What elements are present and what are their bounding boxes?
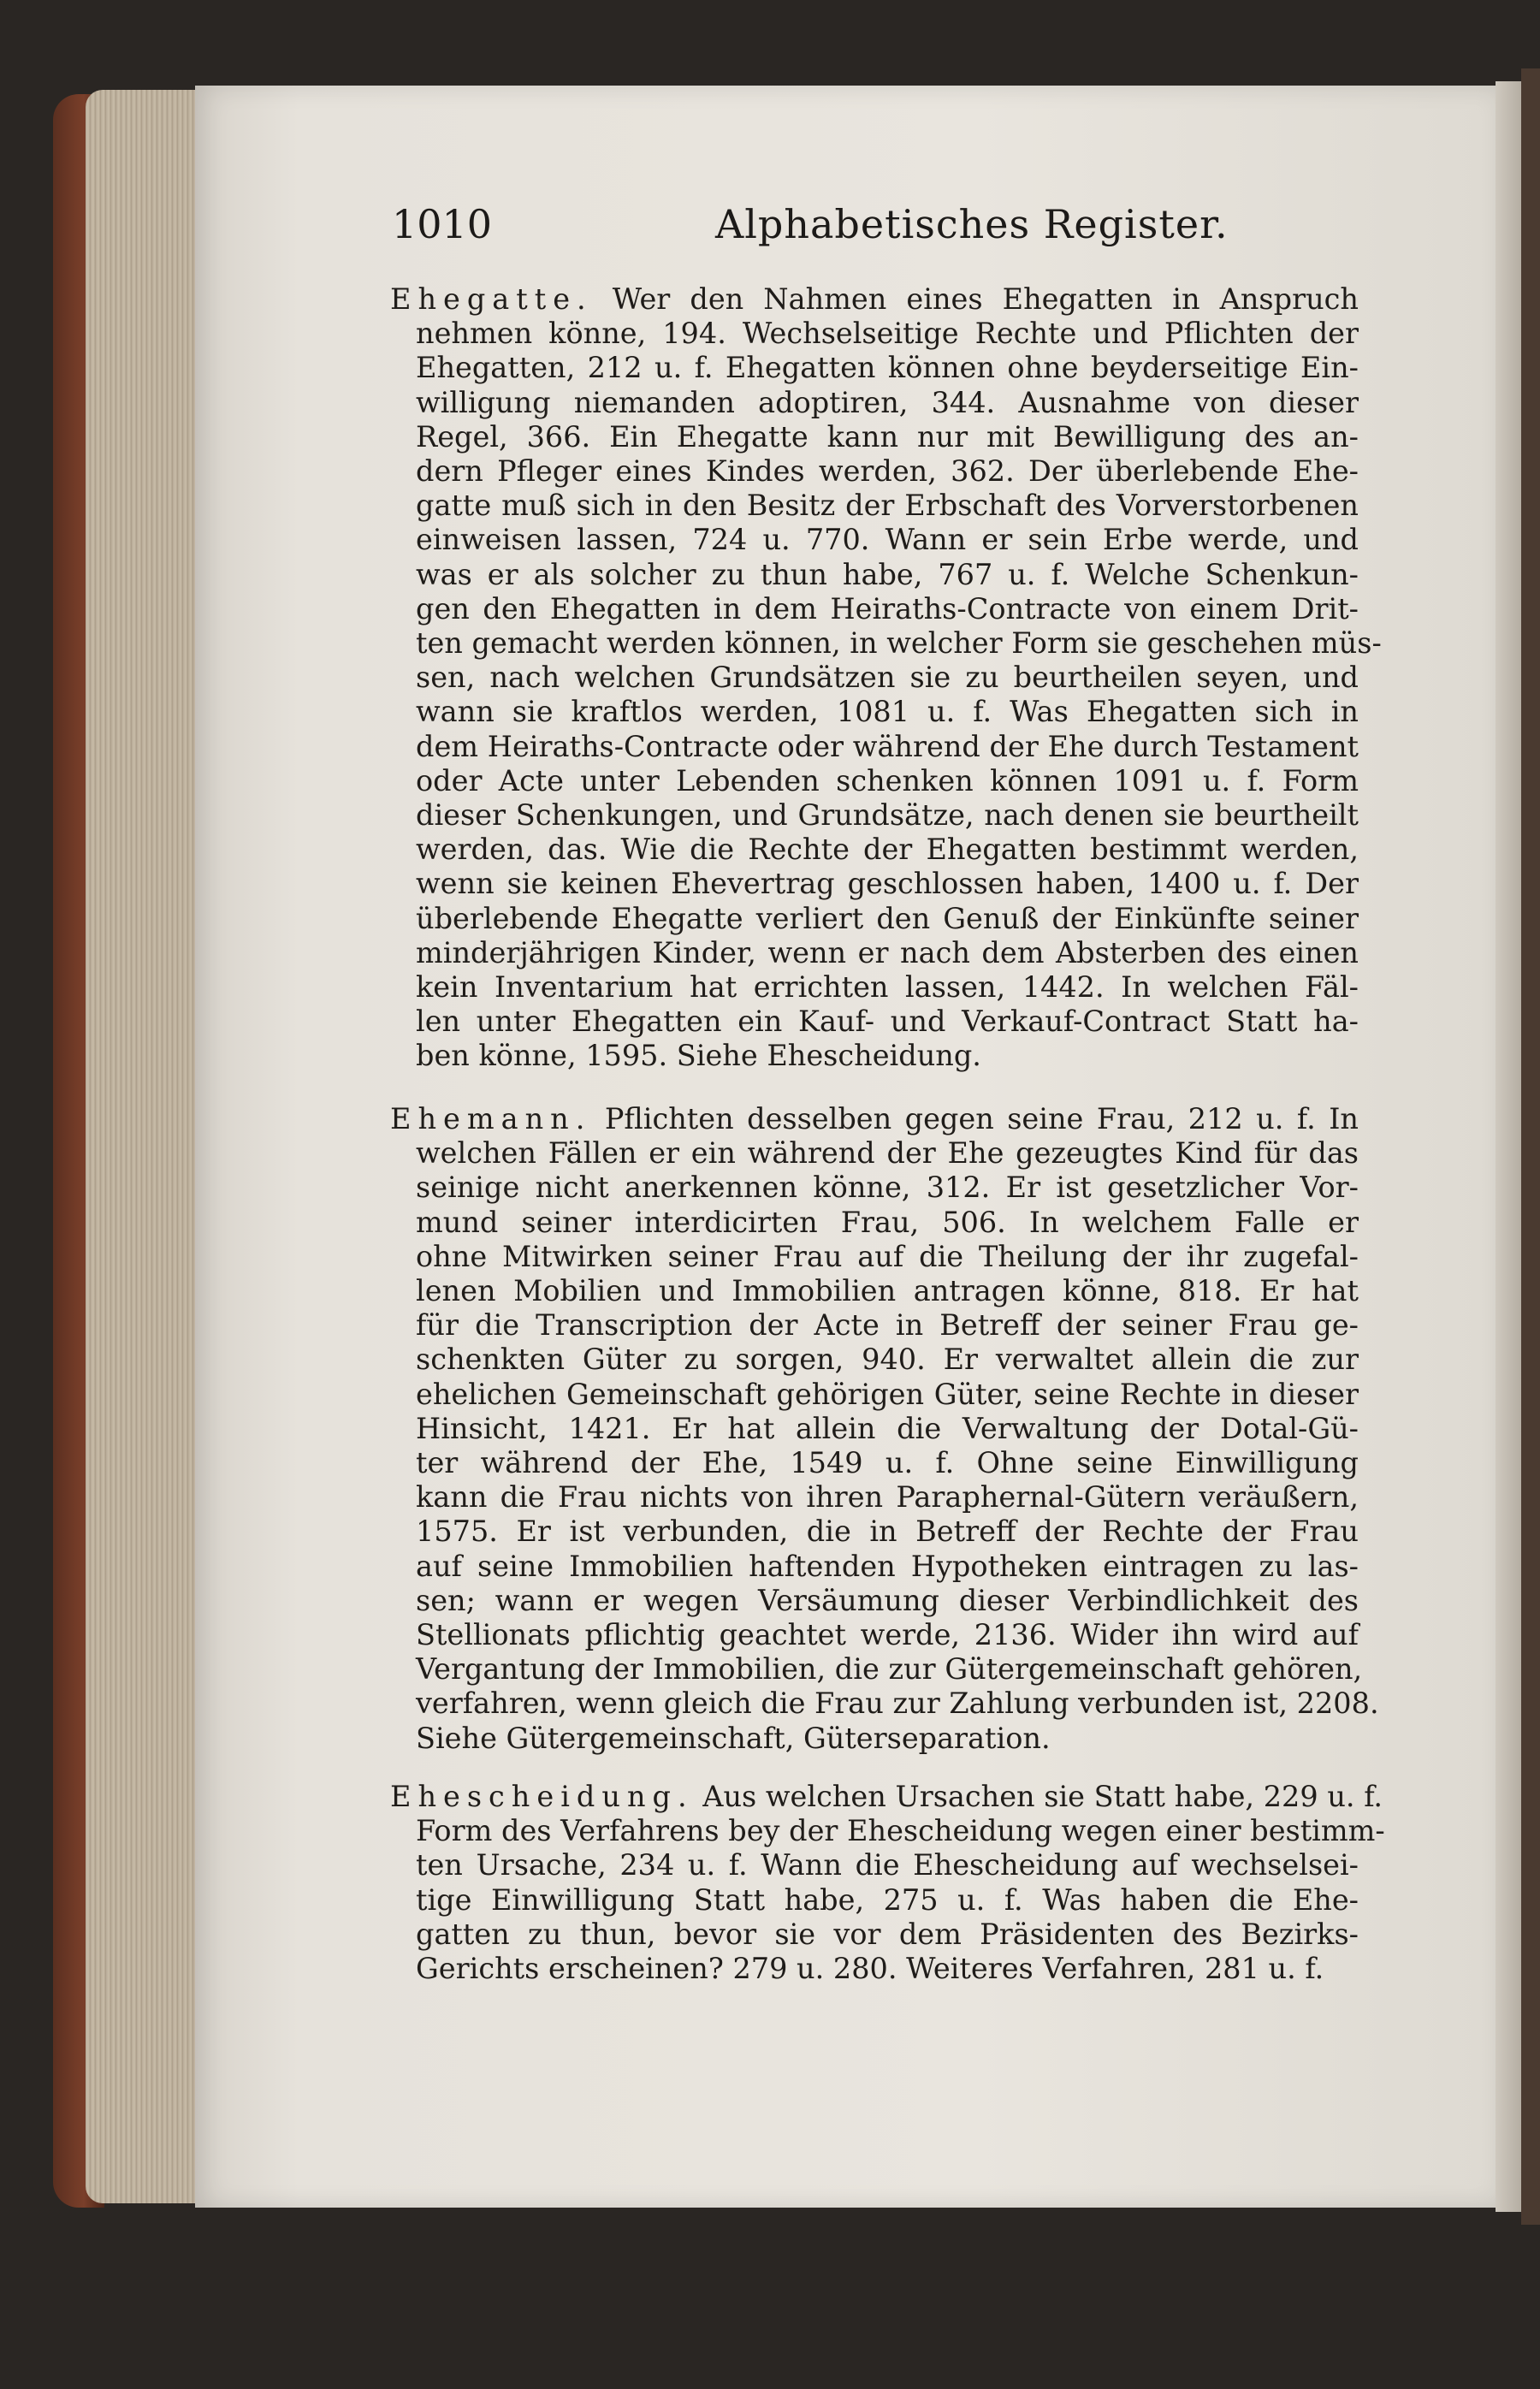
entry-line-text: Aus welchen Ursachen sie Statt habe, 229 u. f. [693, 1780, 1383, 1813]
entry-line [390, 420, 1359, 454]
entry-line-text: len unter Ehegatten ein Kauf- und Verkauf-Contract Statt ha- [416, 1005, 1359, 1039]
entry-line-text: Siehe Gütergemeinschaft, Güterseparation. [416, 1721, 1051, 1755]
entry-line [390, 1274, 1359, 1308]
entry-line [390, 1687, 1379, 1721]
entry-line-text: überlebende Ehegatte verliert den Genuß der Einkünfte seiner [416, 901, 1359, 935]
entry-line [390, 695, 1359, 729]
entry-line-text: sen, nach welchen Grundsätzen sie zu beurtheilen seyen, und [416, 661, 1359, 695]
entry-line-text: ten Ursache, 234 u. f. Wann die Ehescheidung auf wechselsei- [416, 1848, 1359, 1882]
entry-line-text: dem Heiraths-Contracte oder während der Ehe durch Testament [416, 729, 1359, 763]
entry-line [390, 1722, 1359, 1756]
entry-line-text: 1575. Er ist verbunden, die in Betreff der Rechte der Frau [416, 1515, 1359, 1549]
entry-line [390, 833, 1359, 867]
entry-line [390, 386, 1359, 420]
entry-line [390, 1515, 1359, 1549]
entry-line-text: auf seine Immobilien haftenden Hypotheken eintragen zu las- [416, 1549, 1359, 1583]
entry-line [390, 317, 1359, 351]
entry-line-text: tige Einwilligung Statt habe, 275 u. f. Was haben die Ehe- [416, 1882, 1359, 1917]
entry-line [390, 1308, 1359, 1343]
index-entry-ehegatte [390, 282, 1382, 1074]
entry-line [390, 970, 1359, 1005]
index-entry-ehescheidung [390, 1780, 1385, 1986]
entry-line [390, 558, 1359, 592]
entry-line [390, 1412, 1359, 1446]
running-title: Alphabetisches Register. [715, 201, 1229, 247]
entry-line-text: Stellionats pflichtig geachtet werde, 2136. Wider ihn wird auf [416, 1618, 1359, 1652]
entry-line-text: Ehegatten, 212 u. f. Ehegatten können ohne beyderseitige Ein- [416, 351, 1359, 385]
entry-line-text: seinige nicht anerkennen könne, 312. Er ist gesetzlicher Vor- [416, 1171, 1359, 1205]
entry-line-text: einweisen lassen, 724 u. 770. Wann er sein Erbe werde, und [416, 523, 1359, 557]
entry-line-text: Gerichts erscheinen? 279 u. 280. Weiteres Verfahren, 281 u. f. [416, 1952, 1324, 1986]
entry-line [390, 1584, 1359, 1618]
entry-line [390, 1039, 1359, 1073]
entry-line [390, 489, 1359, 523]
entry-line [390, 1240, 1359, 1274]
entry-line [390, 1848, 1359, 1882]
entry-keyword: Ehescheidung. [390, 1780, 694, 1813]
page-right-edge [1496, 81, 1521, 2212]
entry-line-text: kann die Frau nichts von ihren Paraphernal-Gütern veräußern, [416, 1480, 1359, 1515]
entry-line-text: ohne Mitwirken seiner Frau auf die Theilung der ihr zugefal- [416, 1239, 1359, 1273]
entry-line [390, 1343, 1359, 1377]
page-header [392, 201, 1359, 252]
entry-line-text: Pflichten desselben gegen seine Frau, 212 u. f. In [591, 1102, 1359, 1135]
entry-line [390, 1102, 1359, 1136]
entry-line [390, 1480, 1359, 1515]
entry-line-text: ben könne, 1595. Siehe Ehescheidung. [416, 1039, 981, 1073]
entry-line [390, 282, 1359, 317]
entry-line [390, 454, 1359, 489]
entry-line [390, 523, 1359, 557]
entry-line-text: oder Acte unter Lebenden schenken können 1091 u. f. Form [416, 763, 1359, 797]
entry-line-text: willigung niemanden adoptiren, 344. Ausnahme von dieser [416, 385, 1359, 419]
entry-line [390, 1446, 1359, 1480]
entry-line [390, 730, 1359, 764]
entry-line-text: nehmen könne, 194. Wechselseitige Rechte und Pflichten der [416, 317, 1359, 351]
index-entry-ehemann [390, 1102, 1379, 1756]
entry-line [390, 1618, 1359, 1652]
entry-line-text: kein Inventarium hat errichten lassen, 1442. In welchen Fäl- [416, 970, 1359, 1005]
entry-line-text: Hinsicht, 1421. Er hat allein die Verwaltung der Dotal-Gü- [416, 1411, 1359, 1445]
entry-line [390, 1136, 1359, 1171]
entry-line-text: gatten zu thun, bevor sie vor dem Präsidenten des Bezirks- [416, 1917, 1359, 1951]
entry-line-text: schenkten Güter zu sorgen, 940. Er verwaltet allein die zur [416, 1343, 1359, 1377]
entry-line-text: wann sie kraftlos werden, 1081 u. f. Was Ehegatten sich in [416, 695, 1359, 729]
entry-line-text: minderjährigen Kinder, wenn er nach dem Absterben des einen [416, 935, 1359, 969]
entry-line [390, 798, 1359, 833]
entry-line-text: gatte muß sich in den Besitz der Erbschaft des Vorverstorbenen [416, 489, 1359, 523]
entry-line [390, 1814, 1385, 1848]
entry-line-text: Wer den Nahmen eines Ehegatten in Anspruch [592, 282, 1359, 316]
entry-line-text: verfahren, wenn gleich die Frau zur Zahlung verbunden ist, 2208. [416, 1687, 1379, 1721]
entry-line [390, 1378, 1359, 1412]
entry-line-text: dern Pfleger eines Kindes werden, 362. Der überlebende Ehe- [416, 454, 1359, 489]
entry-line [390, 1918, 1359, 1952]
entry-line-text: sen; wann er wegen Versäumung dieser Verbindlichkeit des [416, 1583, 1359, 1617]
entry-line [390, 1550, 1359, 1584]
entry-line [390, 936, 1359, 970]
entry-line [390, 1005, 1359, 1039]
entry-keyword: Ehegatte. [390, 282, 593, 316]
entry-line [390, 351, 1359, 385]
book-cover-right [1521, 68, 1540, 2225]
entry-line [390, 1883, 1359, 1918]
entry-line [390, 661, 1359, 695]
entry-line [390, 1171, 1359, 1205]
entry-line-text: werden, das. Wie die Rechte der Ehegatten bestimmt werden, [416, 833, 1359, 867]
entry-line-text: Regel, 366. Ein Ehegatte kann nur mit Bewilligung des an- [416, 419, 1359, 453]
page-number: 1010 [392, 201, 493, 247]
entry-line [390, 764, 1359, 798]
entry-line-text: Vergantung der Immobilien, die zur Gütergemeinschaft gehören, [416, 1652, 1363, 1687]
entry-line-text: ter während der Ehe, 1549 u. f. Ohne seine Einwilligung [416, 1446, 1359, 1480]
entry-line [390, 1780, 1383, 1814]
entry-line [390, 867, 1359, 901]
entry-keyword: Ehemann. [390, 1102, 592, 1135]
entry-line-text: ten gemacht werden können, in welcher Form sie geschehen müs- [416, 626, 1382, 661]
entry-line-text: lenen Mobilien und Immobilien antragen könne, 818. Er hat [416, 1274, 1359, 1308]
entry-line-text: Form des Verfahrens bey der Ehescheidung wegen einer bestimm- [416, 1814, 1385, 1848]
entry-line-text: welchen Fällen er ein während der Ehe gezeugtes Kind für das [416, 1136, 1359, 1171]
entry-line-text: für die Transcription der Acte in Betreff der seiner Frau ge- [416, 1308, 1359, 1343]
entry-line [390, 592, 1359, 626]
entry-line [390, 626, 1382, 661]
entry-line-text: was er als solcher zu thun habe, 767 u. f. Welche Schenkun- [416, 557, 1359, 591]
entry-line [390, 902, 1359, 936]
entry-line-text: ehelichen Gemeinschaft gehörigen Güter, seine Rechte in dieser [416, 1377, 1359, 1411]
entry-line [390, 1652, 1363, 1687]
entry-line [390, 1206, 1359, 1240]
entry-line-text: dieser Schenkungen, und Grundsätze, nach denen sie beurtheilt [416, 798, 1359, 833]
entry-line [390, 1952, 1359, 1986]
entry-line-text: gen den Ehegatten in dem Heiraths-Contracte von einem Drit- [416, 591, 1359, 625]
entry-line-text: wenn sie keinen Ehevertrag geschlossen haben, 1400 u. f. Der [416, 867, 1359, 901]
entry-line-text: mund seiner interdicirten Frau, 506. In welchem Falle er [416, 1205, 1359, 1239]
page-edges [86, 90, 205, 2203]
